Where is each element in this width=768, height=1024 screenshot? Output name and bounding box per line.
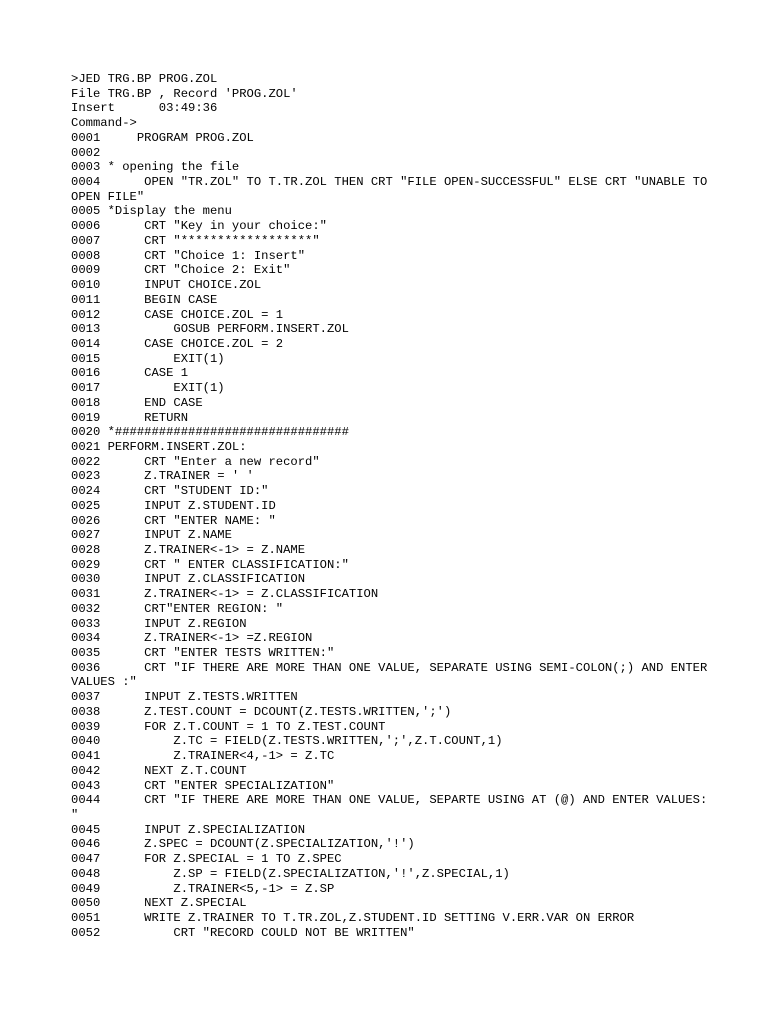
code-line: 0050 NEXT Z.SPECIAL (71, 896, 247, 911)
code-line: 0025 INPUT Z.STUDENT.ID (71, 498, 276, 513)
code-line: 0013 GOSUB PERFORM.INSERT.ZOL (71, 322, 349, 337)
code-line: 0020 *################################ (71, 425, 349, 440)
code-line: 0031 Z.TRAINER<-1> = Z.CLASSIFICATION (71, 587, 379, 602)
code-line: 0032 CRT"ENTER REGION: " (71, 601, 284, 616)
code-line: 0018 END CASE (71, 395, 203, 410)
code-line: 0012 CASE CHOICE.ZOL = 1 (71, 307, 284, 322)
code-line: 0030 INPUT Z.CLASSIFICATION (71, 572, 306, 587)
code-line: 0037 INPUT Z.TESTS.WRITTEN (71, 690, 298, 705)
code-line: 0040 Z.TC = FIELD(Z.TESTS.WRITTEN,';',Z.T.COUNT,1) (71, 734, 503, 749)
code-line: 0003 * opening the file (71, 160, 240, 175)
code-line: 0002 (71, 145, 101, 160)
code-line: 0043 CRT "ENTER SPECIALIZATION" (71, 778, 335, 793)
file-info-line: File TRG.BP , Record 'PROG.ZOL' (71, 86, 298, 101)
code-line: 0016 CASE 1 (71, 366, 189, 381)
code-document (71, 72, 715, 940)
code-line: 0046 Z.SPEC = DCOUNT(Z.SPECIALIZATION,'!') (71, 837, 415, 852)
code-line: 0039 FOR Z.T.COUNT = 1 TO Z.TEST.COUNT (71, 719, 386, 734)
code-line: 0035 CRT "ENTER TESTS WRITTEN:" (71, 646, 335, 661)
code-line: 0051 WRITE Z.TRAINER TO T.TR.ZOL,Z.STUDENT.ID SETTING V.ERR.VAR ON ERROR (71, 910, 635, 925)
code-line: 0014 CASE CHOICE.ZOL = 2 (71, 336, 284, 351)
code-line: 0026 CRT "ENTER NAME: " (71, 513, 276, 528)
code-line: 0011 BEGIN CASE (71, 292, 218, 307)
code-line: 0005 *Display the menu (71, 204, 232, 219)
code-line: 0017 EXIT(1) (71, 381, 225, 396)
code-line: 0008 CRT "Choice 1: Insert" (71, 248, 306, 263)
code-listing (71, 130, 715, 941)
code-line: 0007 CRT "******************" (71, 233, 320, 248)
code-line: 0048 Z.SP = FIELD(Z.SPECIALIZATION,'!',Z.SPECIAL,1) (71, 866, 510, 881)
code-line: 0047 FOR Z.SPECIAL = 1 TO Z.SPEC (71, 852, 342, 867)
code-line: 0052 CRT "RECORD COULD NOT BE WRITTEN" (71, 925, 415, 940)
code-line: 0045 INPUT Z.SPECIALIZATION (71, 822, 306, 837)
code-line: 0038 Z.TEST.COUNT = DCOUNT(Z.TESTS.WRITTEN,';') (71, 704, 452, 719)
code-line: 0019 RETURN (71, 410, 189, 425)
code-line: 0049 Z.TRAINER<5,-1> = Z.SP (71, 881, 335, 896)
code-line: 0009 CRT "Choice 2: Exit" (71, 263, 291, 278)
code-line: 0004 OPEN "TR.ZOL" TO T.TR.ZOL THEN CRT "FILE OPEN-SUCCESSFUL" ELSE CRT "UNABLE TO OPEN FILE" (71, 175, 715, 204)
code-line: 0041 Z.TRAINER<4,-1> = Z.TC (71, 749, 335, 764)
code-line: 0027 INPUT Z.NAME (71, 528, 232, 543)
code-line: 0023 Z.TRAINER = ' ' (71, 469, 254, 484)
code-line: 0036 CRT "IF THERE ARE MORE THAN ONE VALUE, SEPARATE USING SEMI-COLON(;) AND ENTER VALUES :" (71, 660, 715, 690)
code-line: 0044 CRT "IF THERE ARE MORE THAN ONE VALUE, SEPARTE USING AT (@) AND ENTER VALUES: " (71, 793, 715, 822)
code-line: 0042 NEXT Z.T.COUNT (71, 763, 247, 778)
command-prompt: Command-> (71, 116, 137, 131)
code-line: 0021 PERFORM.INSERT.ZOL: (71, 439, 247, 454)
code-line: 0033 INPUT Z.REGION (71, 616, 247, 631)
code-line: 0001 PROGRAM PROG.ZOL (71, 130, 254, 145)
code-line: 0006 CRT "Key in your choice:" (71, 219, 327, 234)
status-line: Insert 03:49:36 (71, 101, 218, 116)
code-line: 0015 EXIT(1) (71, 351, 225, 366)
code-line: 0028 Z.TRAINER<-1> = Z.NAME (71, 543, 306, 557)
code-line: 0029 CRT " ENTER CLASSIFICATION:" (71, 557, 349, 572)
code-line: 0022 CRT "Enter a new record" (71, 454, 320, 469)
code-line: 0024 CRT "STUDENT ID:" (71, 484, 269, 499)
code-line: 0034 Z.TRAINER<-1> =Z.REGION (71, 631, 313, 646)
code-line: 0010 INPUT CHOICE.ZOL (71, 278, 262, 293)
command-line: >JED TRG.BP PROG.ZOL (71, 72, 218, 86)
